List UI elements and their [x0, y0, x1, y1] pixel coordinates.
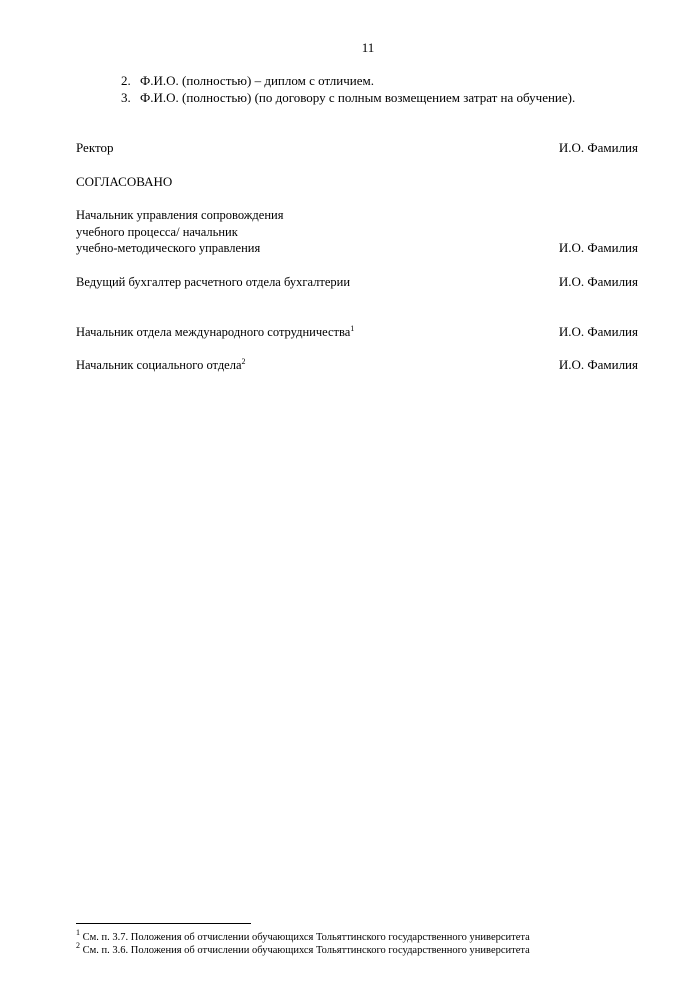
signatory-title-line: Начальник управления сопровождения: [76, 208, 284, 222]
signatory-name: И.О. Фамилия: [558, 324, 638, 339]
approved-heading: СОГЛАСОВАНО: [76, 174, 173, 189]
signatory-name: И.О. Фамилия: [558, 240, 638, 255]
footnote: [76, 928, 530, 944]
list-item-number: 3.: [121, 90, 131, 105]
footnote-mark: 2: [76, 941, 80, 950]
signatory-name: И.О. Фамилия: [558, 274, 638, 289]
signatory-title-line: учебно-методического управления: [76, 241, 261, 255]
list-item-number: 2.: [121, 73, 131, 88]
footnote-separator: [76, 923, 251, 924]
footnote: [76, 941, 530, 957]
page-number: 11: [361, 40, 375, 55]
signatory-title: [76, 324, 354, 340]
signatory-title-text: Начальник отдела международного сотрудничества: [76, 325, 351, 339]
footnote-reference[interactable]: 1: [350, 324, 355, 333]
signatory-title: [76, 357, 246, 373]
footnote-text: См. п. 3.7. Положения об отчислении обучающихся Тольяттинского государственного университета: [82, 932, 530, 943]
list-item-text: Ф.И.О. (полностью) (по договору с полным возмещением затрат на обучение).: [140, 90, 576, 105]
list-item: [121, 90, 575, 106]
footnote-text: См. п. 3.6. Положения об отчислении обучающихся Тольяттинского государственного университета: [82, 945, 530, 956]
rector-name: И.О. Фамилия: [558, 140, 638, 155]
footnote-reference[interactable]: 2: [241, 357, 246, 366]
signatory-title-text: Начальник социального отдела: [76, 358, 242, 372]
list-item: [121, 73, 374, 89]
list-item-text: Ф.И.О. (полностью) – диплом с отличием.: [140, 73, 374, 88]
signatory-title: Ведущий бухгалтер расчетного отдела бухгалтерии: [76, 275, 351, 289]
rector-title: Ректор: [76, 140, 114, 155]
signatory-title-line: учебного процесса/ начальник: [76, 225, 238, 239]
signatory-name: И.О. Фамилия: [558, 357, 638, 372]
footnote-mark: 1: [76, 928, 80, 937]
